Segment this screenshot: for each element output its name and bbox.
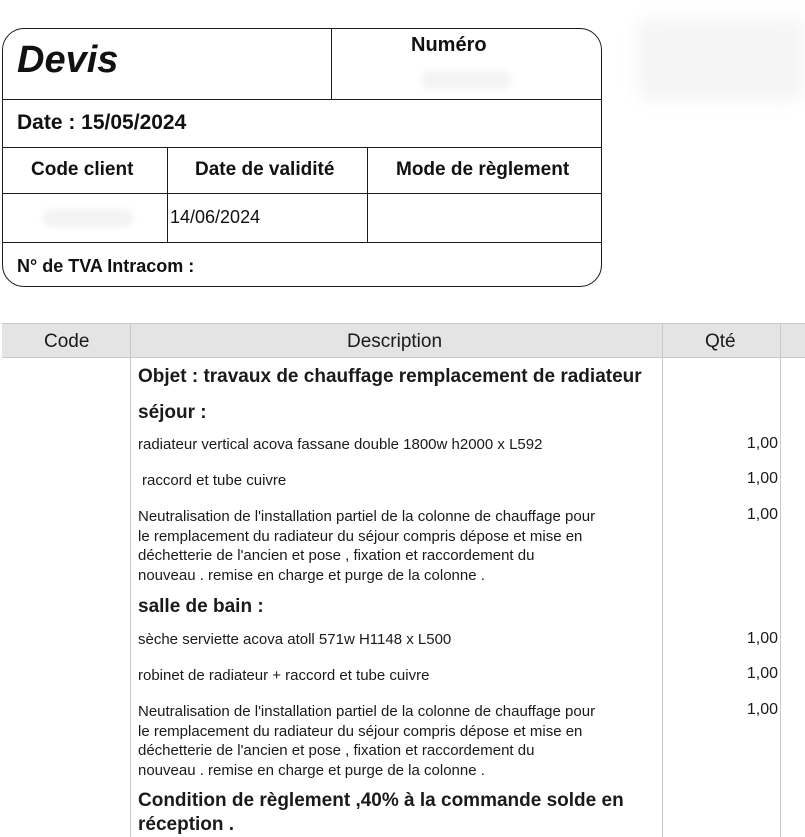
quote-lines-table [2, 323, 805, 837]
quote-date: Date : 15/05/2024 [17, 111, 187, 134]
paragraph-line: nouveau . remise en charge et purge de la colonne . [138, 566, 485, 584]
numero-value-redacted [421, 71, 511, 89]
date-validite-header: Date de validité [195, 159, 335, 180]
line-item-qty: 1,00 [746, 630, 778, 647]
line-item-desc: raccord et tube cuivre [142, 472, 287, 489]
paragraph-line: déchetterie de l'ancien et pose , fixation et raccordement du [138, 547, 535, 564]
paragraph-line: Neutralisation de l'installation partiel de la colonne de chauffage pour [138, 508, 596, 525]
line-item-paragraph [138, 702, 668, 780]
mode-reglement-header: Mode de règlement [396, 159, 570, 180]
table-header [2, 323, 805, 358]
line-item-qty: 1,00 [746, 665, 778, 682]
line-item-desc: sèche serviette acova atoll 571w H1148 x L500 [138, 631, 452, 648]
col-code-header: Code [44, 331, 90, 352]
paragraph-line: nouveau . remise en charge et purge de la colonne . [138, 761, 485, 779]
redacted-company-block [638, 18, 805, 100]
line-item-qty: 1,00 [746, 435, 778, 452]
line-item-desc: radiateur vertical acova fassane double 1800w h2000 x L592 [138, 436, 543, 453]
paragraph-line: le remplacement du radiateur du séjour compris dépose et mise en [138, 527, 583, 545]
payment-condition-line: Condition de règlement ,40% à la commande solde en [138, 790, 624, 811]
tva-intracom-label: N° de TVA Intracom : [17, 256, 195, 276]
line-item-qty: 1,00 [746, 470, 778, 487]
date-validite-value: 14/06/2024 [170, 207, 261, 227]
document-title: Devis [17, 39, 119, 81]
col-description-header: Description [347, 331, 443, 352]
quote-header-box [2, 28, 602, 287]
payment-condition-line: réception . [138, 814, 235, 835]
section-sejour: séjour : [138, 402, 207, 423]
code-client-header: Code client [31, 159, 134, 180]
section-salle-de-bain: salle de bain : [138, 596, 264, 617]
col-divider [780, 323, 781, 837]
paragraph-line: déchetterie de l'ancien et pose , fixation et raccordement du [138, 742, 535, 759]
col-divider [130, 323, 131, 837]
paragraph-line: Neutralisation de l'installation partiel de la colonne de chauffage pour [138, 703, 596, 720]
line-item-qty: 1,00 [746, 701, 778, 718]
line-item-desc: robinet de radiateur + raccord et tube cuivre [138, 667, 430, 684]
objet-line: Objet : travaux de chauffage remplacement de radiateur [138, 366, 642, 387]
line-item-paragraph [138, 507, 668, 585]
paragraph-line: le remplacement du radiateur du séjour compris dépose et mise en [138, 722, 583, 740]
line-item-qty: 1,00 [746, 506, 778, 523]
numero-label: Numéro [411, 34, 487, 56]
code-client-value-redacted [43, 209, 133, 227]
col-qty-header: Qté [705, 331, 736, 352]
